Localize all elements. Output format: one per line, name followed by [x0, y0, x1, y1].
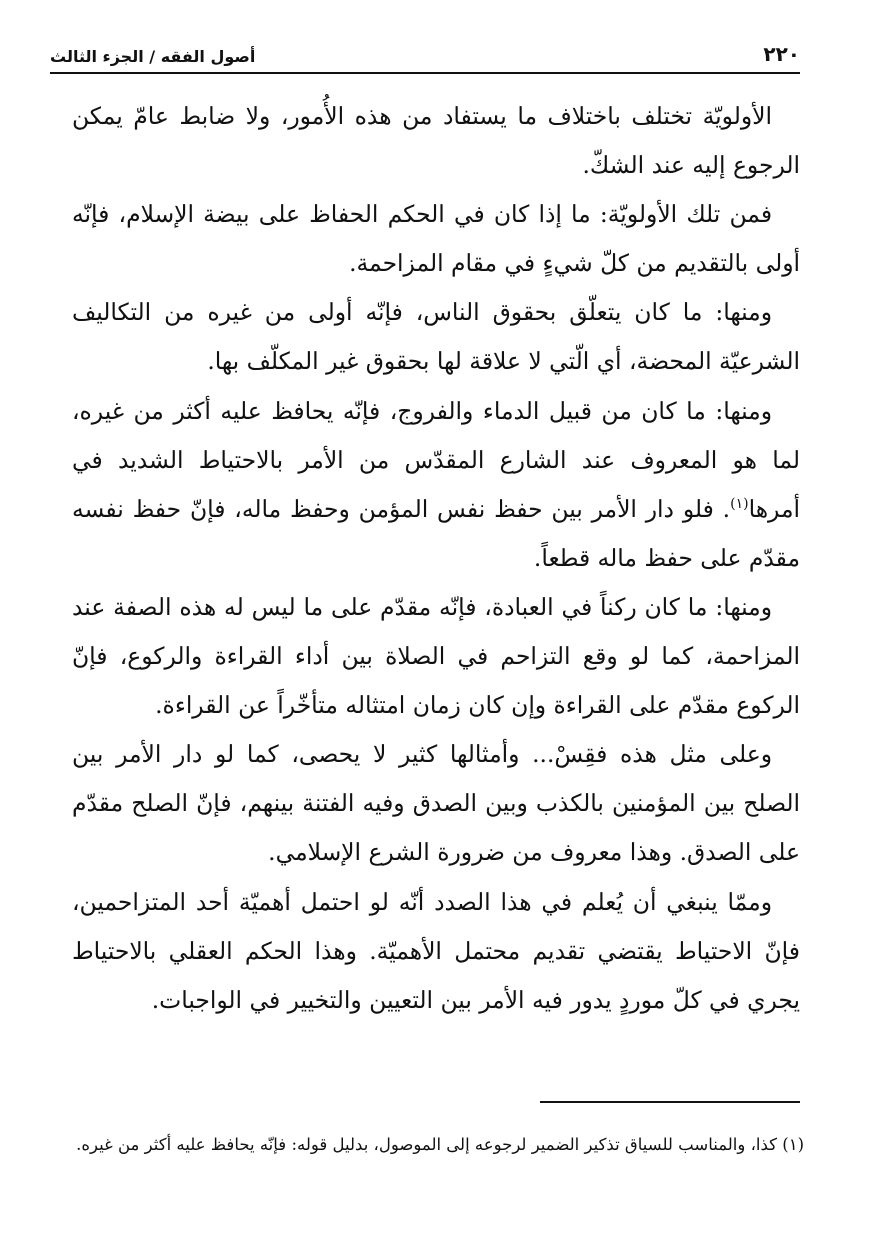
- paragraph: ومنها: ما كان يتعلّق بحقوق الناس، فإنّه أولى من غيره من التكاليف الشرعيّة المحضة، أي الّتي لا علاقة لها بحقوق غير المكلّف بها.: [72, 298, 800, 376]
- footnote-divider: [540, 1101, 800, 1103]
- paragraph: وممّا ينبغي أن يُعلم في هذا الصدد أنّه لو احتمل أهميّة أحد المتزاحمين، فإنّ الاحتياط يقتضي تقديم محتمل الأهميّة. وهذا الحكم العقلي بالاحتياط يجري في كلّ موردٍ يدور فيه الأمر بين التعيين والتخيير في الواجبات.: [72, 887, 800, 1014]
- footnotes: [72, 1127, 804, 1163]
- paragraph: [72, 387, 800, 583]
- running-title: أصول الفقه / الجزء الثالث: [50, 47, 256, 66]
- paragraph: وعلى مثل هذه فقِسْ... وأمثالها كثير لا يحصى، كما لو دار الأمر بين الصلح بين المؤمنين بالكذب وبين الصدق وفيه الفتنة بينهم، فإنّ الصلح مقدّم على الصدق. وهذا معروف من ضرورة الشرع الإسلامي.: [72, 740, 800, 867]
- page-number: ٢٢٠: [763, 42, 800, 66]
- main-text: [72, 92, 800, 1082]
- paragraph: ومنها: ما كان ركناً في العبادة، فإنّه مقدّم على ما ليس له هذه الصفة عند المزاحمة، كما لو وقع التزاحم في الصلاة بين أداء القراءة والركوع، فإنّ الركوع مقدّم على القراءة وإن كان زمان امتثاله متأخّراً عن القراءة.: [72, 592, 800, 720]
- paragraph-text: . فلو دار الأمر بين حفظ نفس المؤمن وحفظ ماله، فإنّ حفظ نفسه مقدّم على حفظ ماله قطعاً.: [72, 494, 800, 572]
- paragraph-text: ومنها: ما كان من قبيل الدماء والفروج، فإنّه يحافظ عليه أكثر من غيره، لما هو المعروف عند الشارع المقدّس من الأمر بالاحتياط الشديد في أمرها: [72, 396, 800, 523]
- footnote: (١) كذا، والمناسب للسياق تذكير الضمير لرجوعه إلى الموصول، بدليل قوله: فإنّه يحافظ عليه أكثر من غيره.: [76, 1135, 804, 1154]
- paragraph: الأولويّة تختلف باختلاف ما يستفاد من هذه الأُمور، ولا ضابط عامّ يمكن الرجوع إليه عند الشكّ.: [72, 102, 800, 180]
- paragraph: فمن تلك الأولويّة: ما إذا كان في الحكم الحفاظ على بيضة الإسلام، فإنّه أولى بالتقديم من كلّ شيءٍ في مقام المزاحمة.: [72, 200, 800, 278]
- footnote-marker[interactable]: (١): [730, 495, 749, 512]
- page-header: [50, 34, 800, 74]
